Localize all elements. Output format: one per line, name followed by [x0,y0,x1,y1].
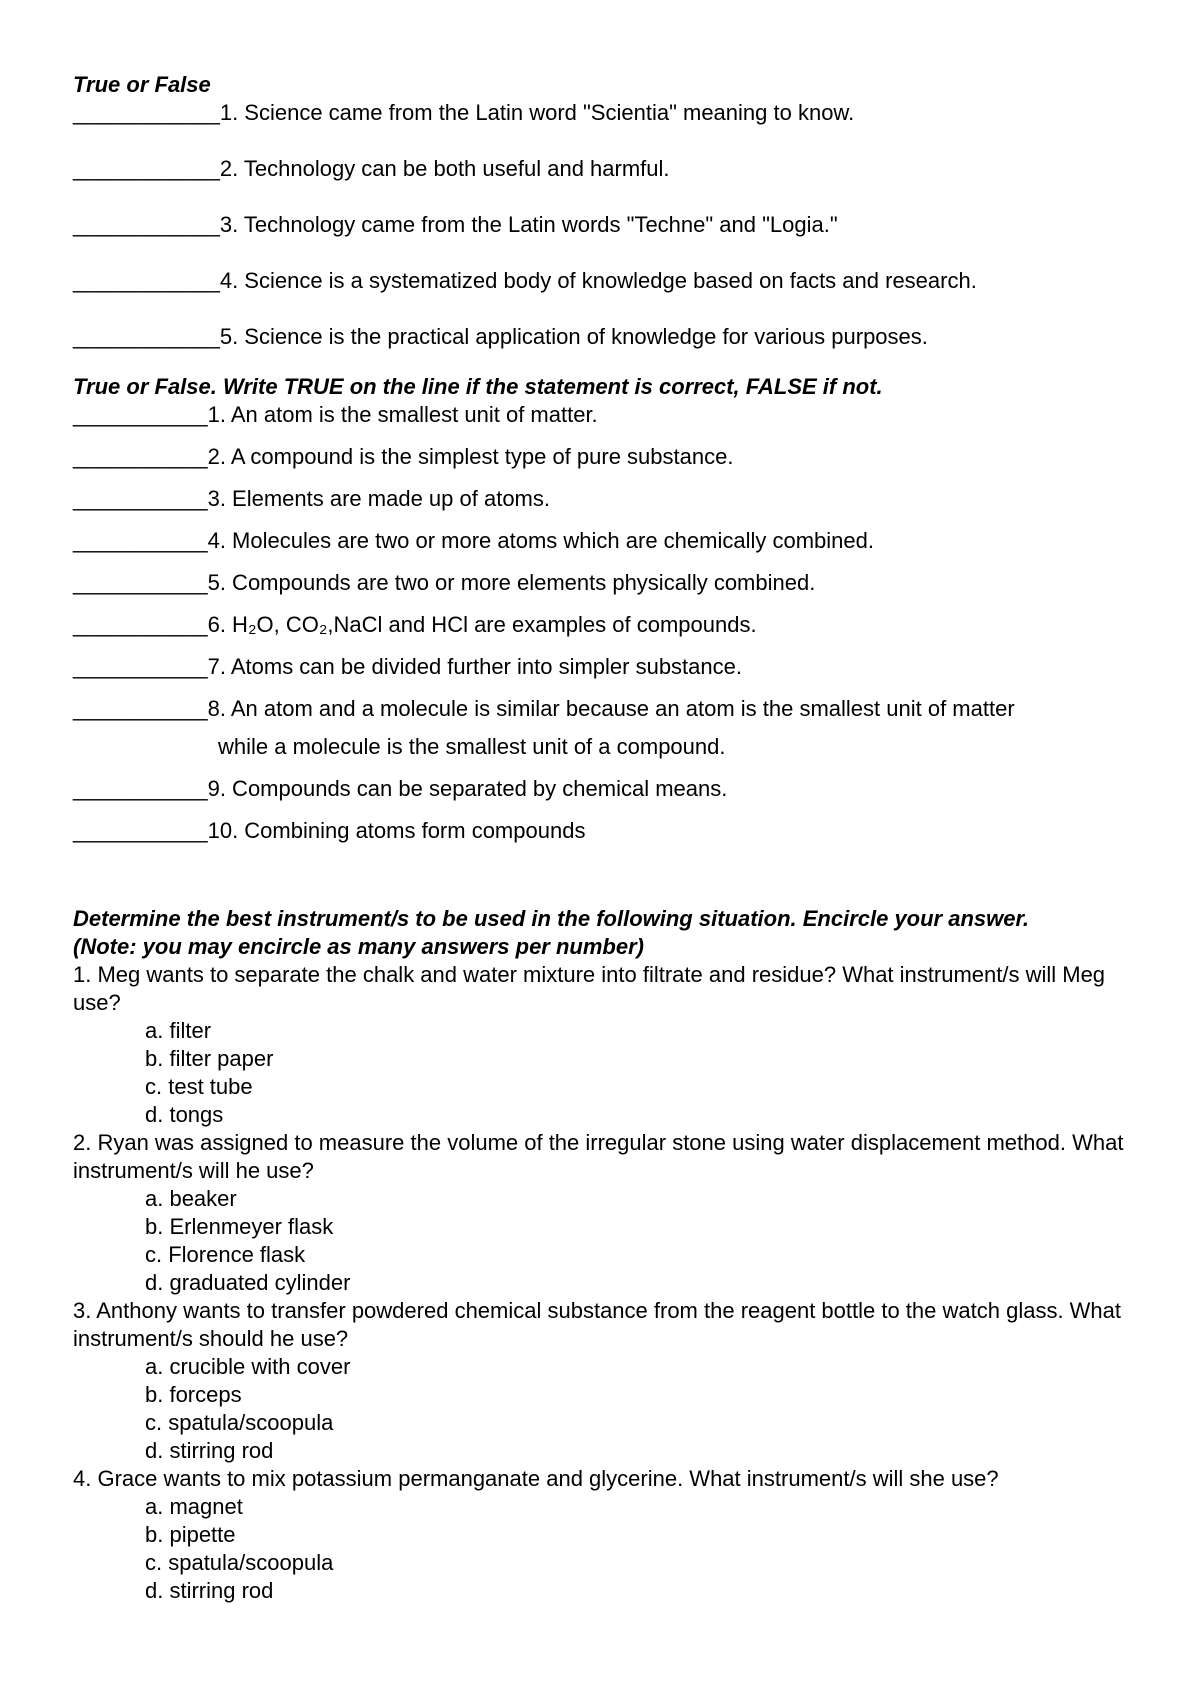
statement-text: 6. H₂O, CO₂,NaCl and HCl are examples of compounds. [207,612,757,637]
answer-option[interactable]: a. crucible with cover [145,1354,351,1379]
statement-text: 9. Compounds can be separated by chemical means. [207,776,728,801]
tf2-item [73,653,1153,681]
tf2-item [73,485,1153,513]
answer-option[interactable]: d. stirring rod [145,1578,274,1603]
answer-option[interactable]: a. beaker [145,1186,237,1211]
tf2-item [73,401,1153,429]
answer-option[interactable]: c. spatula/scoopula [145,1550,334,1575]
answer-option[interactable]: c. test tube [145,1074,253,1099]
section-3-note: (Note: you may encircle as many answers per number) [73,934,644,959]
answer-option[interactable]: d. graduated cylinder [145,1270,351,1295]
answer-option[interactable]: a. filter [145,1018,212,1043]
answer-blank: ___________ [73,486,208,511]
statement-text: 3. Elements are made up of atoms. [207,486,550,511]
statement-text: 4. Science is a systematized body of knowledge based on facts and research. [219,268,977,293]
section-2-heading: True or False. Write TRUE on the line if the statement is correct, FALSE if not. [73,374,883,399]
answer-option[interactable]: b. filter paper [145,1046,274,1071]
tf2-item [73,443,1153,471]
statement-text: 1. An atom is the smallest unit of matter. [207,402,598,427]
answer-blank: ____________ [73,324,220,349]
statement-text: 5. Science is the practical application of knowledge for various purposes. [219,324,928,349]
question-text: 3. Anthony wants to transfer powdered chemical substance from the reagent bottle to the watch glass. What instrument/s should he use? [73,1298,1122,1351]
answer-blank: ____________ [73,212,220,237]
tf1-item [73,99,1153,127]
answer-option[interactable]: c. Florence flask [145,1242,306,1267]
statement-continuation: while a molecule is the smallest unit of a compound. [218,734,726,759]
statement-text: 10. Combining atoms form compounds [207,818,586,843]
tf1-item [73,211,1153,239]
tf1-item [73,155,1153,183]
question-block [73,961,1153,1129]
tf2-item [73,611,1153,639]
tf2-item [73,775,1153,803]
answer-blank: ___________ [73,444,208,469]
answer-option[interactable]: b. forceps [145,1382,242,1407]
answer-blank: ___________ [73,528,208,553]
answer-option[interactable]: c. spatula/scoopula [145,1410,334,1435]
tf1-item [73,323,1153,351]
answer-blank: ____________ [73,100,220,125]
question-text: 4. Grace wants to mix potassium permanganate and glycerine. What instrument/s will she use? [73,1466,999,1491]
tf1-item [73,267,1153,295]
statement-text: 3. Technology came from the Latin words "Techne" and "Logia." [219,212,838,237]
answer-blank: ___________ [73,696,208,721]
statement-text: 4. Molecules are two or more atoms which are chemically combined. [207,528,874,553]
answer-option[interactable]: b. Erlenmeyer flask [145,1214,334,1239]
answer-blank: ____________ [73,268,220,293]
statement-text: 7. Atoms can be divided further into simpler substance. [207,654,742,679]
statement-text: 1. Science came from the Latin word "Scientia" meaning to know. [219,100,855,125]
answer-blank: ___________ [73,402,208,427]
statement-text: 8. An atom and a molecule is similar because an atom is the smallest unit of matter [207,696,1015,721]
answer-blank: ____________ [73,156,220,181]
true-false-section-1 [73,71,1153,351]
answer-blank: ___________ [73,654,208,679]
answer-option[interactable]: d. stirring rod [145,1438,274,1463]
tf2-item [73,695,1153,723]
answer-option[interactable]: b. pipette [145,1522,236,1547]
statement-text: 2. A compound is the simplest type of pure substance. [207,444,734,469]
tf2-item [73,527,1153,555]
answer-option[interactable]: a. magnet [145,1494,243,1519]
question-text: 2. Ryan was assigned to measure the volume of the irregular stone using water displacement method. What instrument/s will he use? [73,1130,1124,1183]
question-block [73,1129,1153,1297]
section-3-heading: Determine the best instrument/s to be used in the following situation. Encircle your answer. [73,906,1029,931]
answer-blank: ___________ [73,818,208,843]
question-block [73,1297,1153,1465]
statement-text: 5. Compounds are two or more elements physically combined. [207,570,816,595]
answer-blank: ___________ [73,776,208,801]
question-block [73,1465,1153,1605]
worksheet-page [73,71,1153,1605]
answer-blank: ___________ [73,612,208,637]
statement-text: 2. Technology can be both useful and harmful. [219,156,670,181]
question-text: 1. Meg wants to separate the chalk and water mixture into filtrate and residue? What instrument/s will Meg use? [73,962,1106,1015]
answer-blank: ___________ [73,570,208,595]
section-1-heading: True or False [73,72,211,97]
true-false-section-2 [73,373,1153,845]
answer-option[interactable]: d. tongs [145,1102,224,1127]
instrument-section [73,905,1153,1605]
tf2-item [73,817,1153,845]
tf2-item [73,569,1153,597]
